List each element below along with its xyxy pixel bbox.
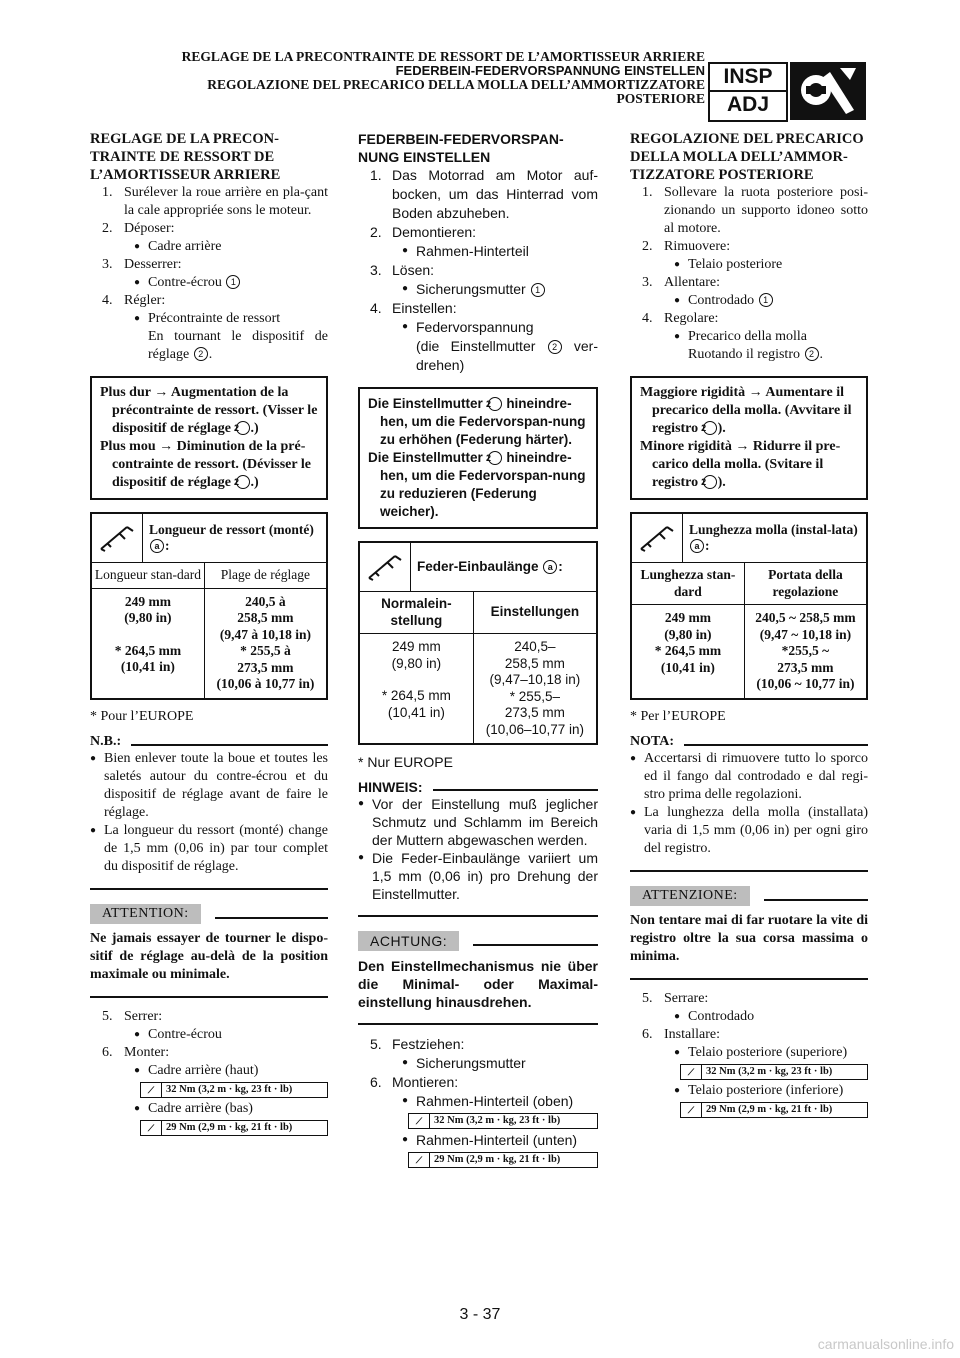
spec-label: Feder-Einbaulänge [417,559,539,574]
spec-col-range: Einstellungen [473,592,596,634]
callout-1: 1 [226,275,240,289]
step-4-item: Précontrainte de ressort [148,311,281,326]
step-6-item-lower: Telaio posteriore (inferiore) [688,1082,844,1098]
spec-label: Longueur de ressort (monté) [149,522,314,537]
insp-adj-badge [708,62,788,122]
step-3-item: Sicherungsmutter [416,281,526,297]
step-1: Sollevare la ruota posteriore posi-zionando un supporto idoneo sotto al motore. [664,185,868,236]
column-german: FEDERBEIN-FEDERVORSPAN-NUNG EINSTELLEN 1. Das Motorrad am Motor auf-bocken, um das Hinterrad vom Boden abzuheben. 2. Demontieren: ● Rahmen-Hinterteil 3. Lösen: ● Sicherungsmutter 1 4. Einstellen: ● Federvorspannung (die Einstellmutter 2 ver-drehen) Die Einstellmutter 2 hineindre-hen, um die Federvorspan-nung zu erhöhen (Federung härter). Die Einstellmutter 2 hineindre-hen, um die Federvorspan-nung zu reduzieren (Federung weicher). Feder-Einbaulänge a : Normalein-stellung Einstellungen 249 mm (9,80 in) * 264,5 mm (10,41 in) 240,5– 258,5 mm (9,47–10,18 in) * 255,5– 273,5 mm (10,06–10,77 in) * Nur EUROPE HINWEIS: ● Vor der Einstellung muß jeglicher Schmutz und Schlamm im Bereich der Muttern abgewaschen werden. ● Die Feder-Einbaulänge variiert um 1,5 mm (0,06 in) pro Drehung der Einstellmutter. ACHTUNG: Den Einstellmechanismus nie über die Minimal- oder Maximal-einstellung hinausdrehen. 5. Festziehen: ● Sicherungsmutter 6. Montieren: ● Rahmen-Hinterteil (oben) ⟋ 32 Nm (3,2 m · kg, 23 ft · lb) ● Rahmen-Hinterteil (unten) ⟋ 29 Nm (2,9 m · kg, 21 ft · lb) [358,130,598,1170]
step-6: Monter: [124,1044,170,1060]
watermark: carmanualsonline.info [817,1336,954,1352]
callout-2: 2 [805,347,819,361]
step-6-item-upper: Rahmen-Hinterteil (oben) [416,1093,574,1109]
step-2: Déposer: [124,221,175,236]
step-6-item-lower: Rahmen-Hinterteil (unten) [416,1132,578,1148]
note-2: Die Feder-Einbaulänge variiert um 1,5 mm (0,06 in) pro Drehung der Einstellmutter. [372,850,598,902]
adjust-info-box: Die Einstellmutter 2 hineindre-hen, um die Federvorspan-nung zu erhöhen (Federung härter). Die Einstellmutter 2 hineindre-hen, um die Federvorspan-nung zu reduzieren (Federung weicher). [358,387,598,529]
step-5-item: Contre-écrou [148,1026,222,1042]
step-5: Serrer: [124,1008,163,1024]
step-4-item: Federvorspannung [416,319,534,335]
torque-wrench-icon: ⟋ [141,1121,162,1135]
step-2: Demontieren: [392,224,477,240]
step-5: Festziehen: [392,1036,465,1052]
step-2: Rimuovere: [664,239,731,254]
note-1: Vor der Einstellung muß jeglicher Schmutz und Schlamm im Bereich der Muttern abgewaschen werden. [372,796,598,848]
page-header [182,50,705,106]
torque-wrench-icon: ⟋ [409,1114,430,1128]
caliper-icon [632,514,683,562]
step-3: Desserrer: [124,257,182,272]
section-title: REGOLAZIONE DEL PRECARICO DELLA MOLLA DELL’AMMOR-TIZZATORE POSTERIORE [630,131,864,183]
step-5-item: Controdado [688,1008,755,1024]
spec-table: Lunghezza molla (instal-lata) a : Lunghezza stan-dard Portata della regolazione 249 mm (9,80 in) * 264,5 mm (10,41 in) 240,5 ~ 258,5 mm (9,47 ~ 10,18 in) *255,5 ~ 273,5 mm (10,06 ~ 10,77 in) [630,512,868,700]
spec-col-standard: Normalein-stellung [360,592,473,634]
spec-col-standard: Lunghezza stan-dard [632,563,744,605]
wrench-icon [790,62,866,120]
callout-2: 2 [194,347,208,361]
step-4-item: Precarico della molla [688,329,807,344]
callout-1: 1 [531,283,545,297]
step-4: Régler: [124,293,166,308]
step-3-item: Contre-écrou [148,275,222,290]
warning-text: Non tentare mai di far ruotare la vite di registro oltre la sua corsa massima o minima. [630,912,868,964]
step-4: Regolare: [664,311,719,326]
step-4: Einstellen: [392,300,457,316]
torque-wrench-icon: ⟋ [681,1103,702,1117]
spec-col-standard: Longueur stan-dard [92,563,204,588]
torque-wrench-icon: ⟋ [681,1065,702,1079]
note-label: HINWEIS: [358,779,423,795]
footnote: * Nur EUROPE [358,754,453,770]
header-line-it-2: POSTERIORE [616,91,705,106]
step-5: Serrare: [664,990,709,1006]
step-1: Surélever la roue arrière en pla-çant la cale appropriée sons le moteur. [124,185,328,218]
section-title: REGLAGE DE LA PRECON-TRAINTE DE RESSORT DE L’AMORTISSEUR ARRIERE [90,131,281,183]
step-4-detail: (die Einstellmutter [416,338,536,354]
step-6-item-upper: Telaio posteriore (superiore) [688,1044,848,1060]
torque-spec-upper: ⟋ 32 Nm (3,2 m · kg, 23 ft · lb) [140,1082,328,1098]
torque-spec-lower: ⟋ 29 Nm (2,9 m · kg, 21 ft · lb) [140,1120,328,1136]
note-label: NOTA: [630,733,675,749]
spec-label: Lunghezza molla (instal-lata) [689,522,858,537]
callout-2: 2 [548,340,562,354]
step-5-item: Sicherungsmutter [416,1055,526,1071]
spec-col-range: Plage de réglage [204,563,326,588]
caliper-icon [92,514,143,562]
warning-text: Ne jamais essayer de tourner le dispo-sitif de réglage au-delà de la position maximale ou minimale. [90,930,328,982]
step-6-item-lower: Cadre arrière (bas) [148,1100,253,1116]
torque-spec-lower: ⟋ 29 Nm (2,9 m · kg, 21 ft · lb) [408,1152,598,1168]
warning-text: Den Einstellmechanismus nie über die Minimal- oder Maximal-einstellung hinausdrehen. [358,958,598,1010]
badge-insp: INSP [710,64,786,92]
column-french: REGLAGE DE LA PRECON-TRAINTE DE RESSORT DE L’AMORTISSEUR ARRIERE 1. Surélever la roue arrière en pla-çant la cale appropriée sons le moteur. 2. Déposer: ● Cadre arrière 3. Desserrer: ● Contre-écrou 1 4. Régler: ● Précontrainte de ressort En tournant le dispositif de réglage 2 . Plus dur → Augmentation de la précontrainte de ressort. (Visser le dispositif de réglage 2 .) Plus mou → Diminution de la pré-contrainte de ressort. (Dévisser le dispositif de réglage 2 .) Longueur de ressort (monté) a : Longueur stan-dard Plage de réglage 249 mm (9,80 in) * 264,5 mm (10,41 in) 240,5 à 258,5 mm (9,47 à 10,18 in) * 255,5 à 273,5 mm (10,06 à 10,77 in) * Pour l’EUROPE N.B.: ● Bien enlever toute la boue et toutes les saletés autour du contre-écrou et du dispositif de réglage avant de faire le réglage. ● La longueur du ressort (monté) change de 1,5 mm (0,06 in) par tour complet du dispositif de réglage. ATTENTION: Ne jamais essayer de tourner le dispo-sitif de réglage au-delà de la position maximale ou minimale. 5. Serrer: ● Contre-écrou 6. Monter: ● Cadre arrière (haut) ⟋ 32 Nm (3,2 m · kg, 23 ft · lb) ● Cadre arrière (bas) ⟋ 29 Nm (2,9 m · kg, 21 ft · lb) [90,130,328,1138]
section-title: FEDERBEIN-FEDERVORSPAN-NUNG EINSTELLEN [358,131,564,165]
torque-wrench-icon: ⟋ [141,1083,162,1097]
header-line-it: REGOLAZIONE DEL PRECARICO DELLA MOLLA DELL’AMMORTIZZATORE [207,77,705,92]
header-line-de: FEDERBEIN-FEDERVORSPANNUNG EINSTELLEN [395,63,705,78]
note-1: Accertarsi di rimuovere tutto lo sporco ed il fango dal controdado e dal regi-stro prima delle regolazioni. [644,750,868,802]
warning-label: ACHTUNG: [358,931,459,951]
page-number: 3 - 37 [459,1306,501,1323]
step-6: Installare: [664,1026,720,1042]
footnote: * Pour l’EUROPE [90,708,194,724]
adjust-info-box: Plus dur → Augmentation de la précontrainte de ressort. (Visser le dispositif de réglage 2 .) Plus mou → Diminution de la pré-contrainte de ressort. (Dévisser le dispositif de réglage 2 .) [90,376,328,500]
spec-table: Longueur de ressort (monté) a : Longueur stan-dard Plage de réglage 249 mm (9,80 in) * 264,5 mm (10,41 in) 240,5 à 258,5 mm (9,47 à 10,18 in) * 255,5 à 273,5 mm (10,06 à 10,77 in) [90,512,328,700]
torque-spec-upper: ⟋ 32 Nm (3,2 m · kg, 23 ft · lb) [680,1064,868,1080]
spec-table: Feder-Einbaulänge a : Normalein-stellung Einstellungen 249 mm (9,80 in) * 264,5 mm (10,41 in) 240,5– 258,5 mm (9,47–10,18 in) * 255,5– 273,5 mm (10,06–10,77 in) [358,541,598,745]
warning-label: ATTENZIONE: [630,886,750,906]
note-2: La longueur du ressort (monté) change de 1,5 mm (0,06 in) par tour complet du dispositif de réglage. [104,822,328,874]
adjust-info-box: Maggiore rigidità → Aumentare il precarico della molla. (Avvitare il registro 2 ). Minore rigidità → Ridurre il pre-carico della molla. (Svitare il registro 2 ). [630,376,868,500]
badge-adj: ADJ [726,93,769,116]
step-3: Allentare: [664,275,720,290]
spec-col-range: Portata della regolazione [744,563,866,605]
header-line-fr: REGLAGE DE LA PRECONTRAINTE DE RESSORT DE L’AMORTISSEUR ARRIERE [181,49,705,64]
note-1: Bien enlever toute la boue et toutes les saletés autour du contre-écrou et du dispositif de réglage avant de faire le réglage. [104,750,328,820]
step-2-item: Cadre arrière [148,239,222,254]
step-3-item: Controdado [688,293,755,308]
footnote: * Per l’EUROPE [630,708,726,724]
caliper-icon [360,543,411,591]
callout-1: 1 [759,293,773,307]
note-label: N.B.: [90,733,122,749]
step-4-detail: En tournant le dispositif de réglage [148,329,328,362]
step-4-detail: Ruotando il registro [688,347,800,362]
torque-spec-lower: ⟋ 29 Nm (2,9 m · kg, 21 ft · lb) [680,1102,868,1118]
step-6-item-upper: Cadre arrière (haut) [148,1062,259,1078]
torque-wrench-icon: ⟋ [409,1153,430,1167]
step-3: Lösen: [392,262,435,278]
column-italian: REGOLAZIONE DEL PRECARICO DELLA MOLLA DELL’AMMOR-TIZZATORE POSTERIORE 1. Sollevare la ruota posteriore posi-zionando un supporto idoneo sotto al motore. 2. Rimuovere: ● Telaio posteriore 3. Allentare: ● Controdado 1 4. Regolare: ● Precarico della molla Ruotando il registro 2 . Maggiore rigidità → Aumentare il precarico della molla. (Avvitare il registro 2 ). Minore rigidità → Ridurre il pre-carico della molla. (Svitare il registro 2 ). Lunghezza molla (instal-lata) a : Lunghezza stan-dard Portata della regolazione 249 mm (9,80 in) * 264,5 mm (10,41 in) 240,5 ~ 258,5 mm (9,47 ~ 10,18 in) *255,5 ~ 273,5 mm (10,06 ~ 10,77 in) * Per l’EUROPE NOTA: ● Accertarsi di rimuovere tutto lo sporco ed il fango dal controdado e dal regi-stro prima delle regolazioni. ● La lunghezza della molla (installata) varia di 1,5 mm (0,06 in) per ogni giro del registro. ATTENZIONE: Non tentare mai di far ruotare la vite di registro oltre la sua corsa massima o minima. 5. Serrare: ● Controdado 6. Installare: ● Telaio posteriore (superiore) ⟋ 32 Nm (3,2 m · kg, 23 ft · lb) ● Telaio posteriore (inferiore) ⟋ 29 Nm (2,9 m · kg, 21 ft · lb) [630,130,868,1120]
step-2-item: Telaio posteriore [688,257,783,272]
note-2: La lunghezza della molla (installata) varia di 1,5 mm (0,06 in) per ogni giro del registro. [644,804,868,856]
step-6: Montieren: [392,1074,459,1090]
step-2-item: Rahmen-Hinterteil [416,243,529,259]
step-1: Das Motorrad am Motor auf-bocken, um das Hinterrad vom Boden abzuheben. [392,167,598,221]
warning-label: ATTENTION: [90,904,201,924]
torque-spec-upper: ⟋ 32 Nm (3,2 m · kg, 23 ft · lb) [408,1113,598,1129]
